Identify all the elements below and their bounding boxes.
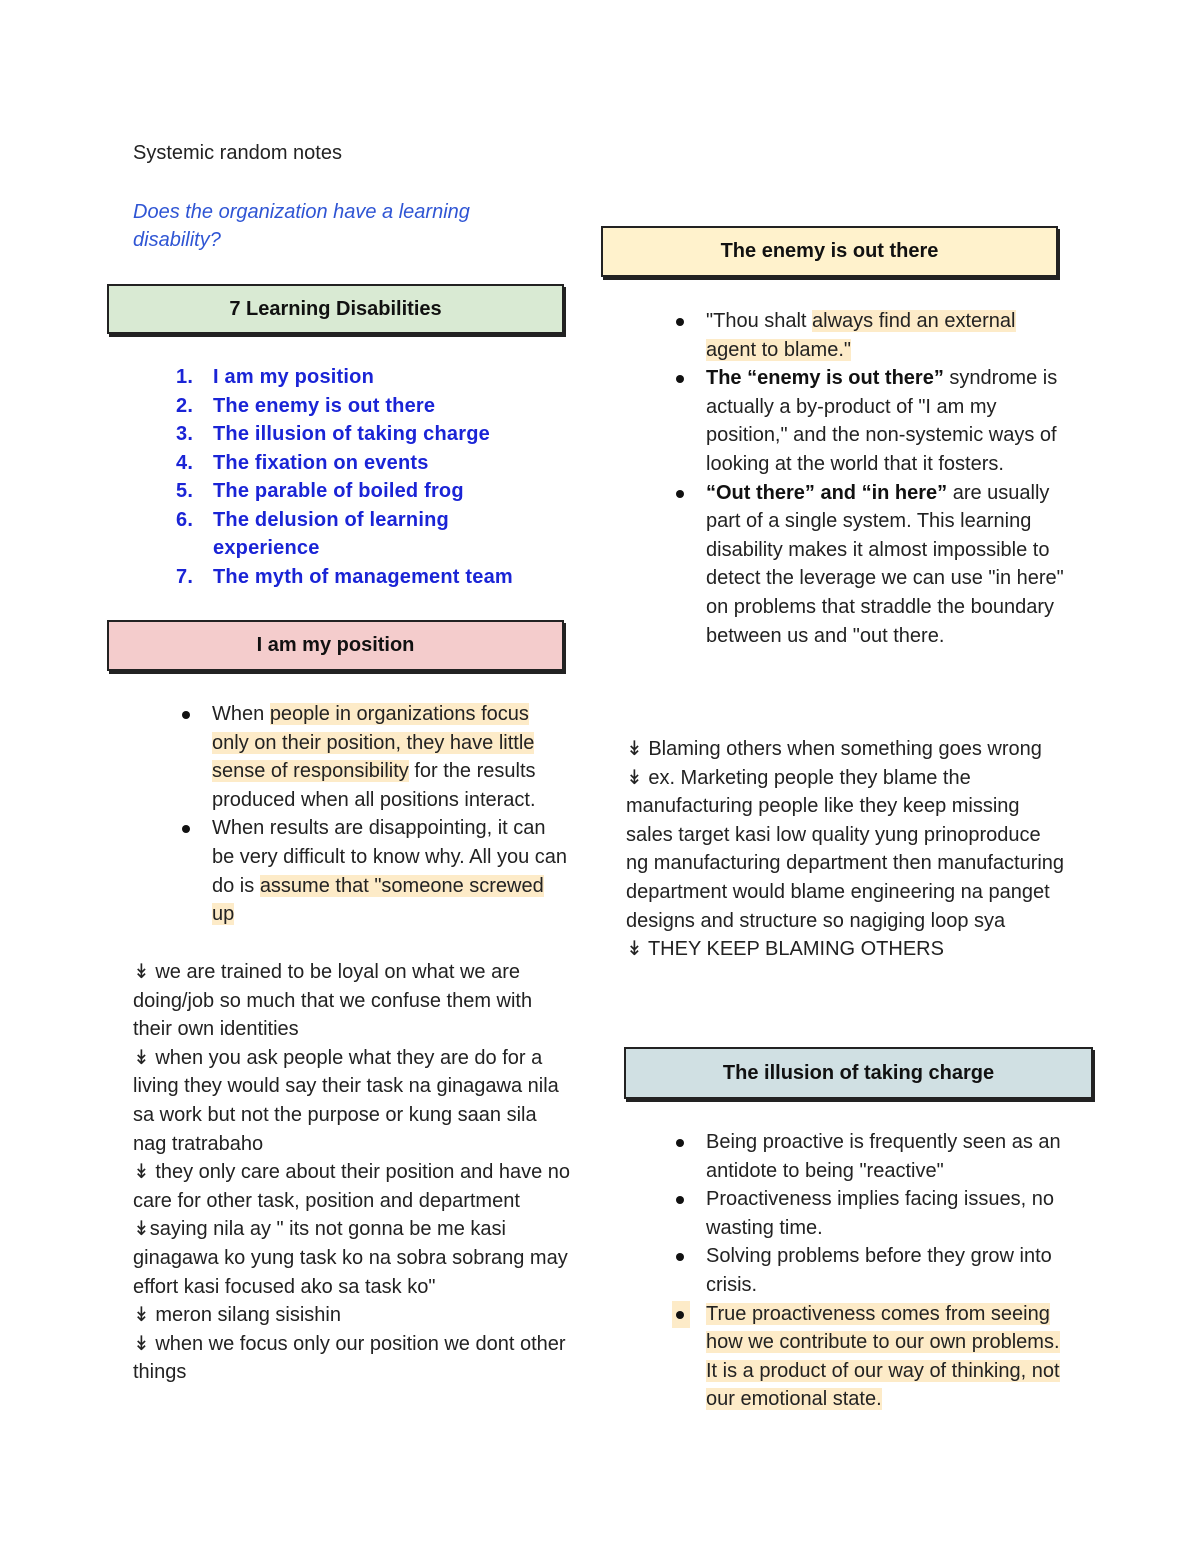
list-item: 7. The myth of management team: [176, 565, 513, 588]
disabilities-list: [176, 363, 556, 591]
bullet-icon: [676, 1253, 684, 1261]
bullet-icon: [676, 1196, 684, 1204]
list-item: Proactiveness implies facing issues, no wasting time.: [672, 1185, 1064, 1242]
list-item: 2. The enemy is out there: [176, 394, 436, 417]
position-heading: I am my position: [256, 634, 415, 656]
position-bullets: [178, 700, 570, 929]
illusion-heading-box: [624, 1047, 1093, 1099]
bullet-icon: [182, 825, 190, 833]
learning-disabilities-heading: 7 Learning Disabilities: [229, 297, 442, 320]
bullet-icon: [676, 318, 684, 326]
bullet-icon: [182, 711, 190, 719]
list-item: True proactiveness comes from seeing how we contribute to our own problems. It is a product of our way of thinking, not our emotional state.: [672, 1300, 1064, 1414]
list-item: Being proactive is frequently seen as an antidote to being "reactive": [672, 1128, 1064, 1185]
enemy-heading-box: [601, 226, 1058, 277]
illusion-bullets: [672, 1128, 1064, 1414]
learning-disabilities-heading-box: [107, 284, 564, 334]
position-heading-box: [107, 620, 564, 671]
list-item: When results are disappointing, it can be very difficult to know why. All you can do is assume that "someone screwed up: [178, 814, 570, 928]
list-item: “Out there” and “in here” are usually part of a single system. This learning disability makes it almost impossible to detect the leverage we can use "in here" on problems that straddle the boundary between us and "out there.: [672, 479, 1064, 651]
illusion-heading: The illusion of taking charge: [722, 1061, 995, 1084]
bullet-icon: [676, 375, 684, 383]
guiding-question: Does the organization have a learning disability?: [133, 201, 470, 251]
list-item: The “enemy is out there” syndrome is actually a by-product of "I am my position," and the non-systemic ways of looking at the world that it fosters.: [672, 364, 1064, 478]
list-item: 6. The delusion of learning experience: [176, 508, 449, 559]
bullet-icon: [676, 490, 684, 498]
enemy-notes: ↡ Blaming others when something goes wrong ↡ ex. Marketing people they blame the manufacturing people like they keep missing sales target kasi low quality yung prinoproduce ng manufacturing department then manufacturing department would blame engineering na panget designs and structure so nagiging loop sya ↡ THEY KEEP BLAMING OTHERS: [626, 738, 1065, 961]
enemy-bullets: [672, 307, 1064, 650]
list-item: "Thou shalt always find an external agent to blame.": [672, 307, 1064, 364]
list-item: Solving problems before they grow into crisis.: [672, 1242, 1064, 1299]
list-item: 5. The parable of boiled frog: [176, 480, 464, 502]
bullet-icon: [676, 1311, 684, 1319]
bullet-icon: [676, 1139, 684, 1147]
document-title: Systemic random notes: [133, 142, 342, 164]
list-item: 1. I am my position: [176, 366, 375, 388]
position-notes: ↡ we are trained to be loyal on what we are doing/job so much that we confuse them with their own identities ↡ when you ask people what they are do for a living they would say their task na ginagawa nila sa work but not the purpose or kung saan sila nag tratrabaho ↡ they only care about their position and have no care for other task, position and department ↡saying nila ay " its not gonna be me kasi ginagawa ko yung task ko na sobra sobrang may effort kasi focused ako sa task ko" ↡ meron silang sisishin ↡ when we focus only our position we dont other things: [133, 961, 571, 1384]
list-item: 4. The fixation on events: [176, 451, 429, 474]
list-item: 3. The illusion of taking charge: [176, 423, 490, 445]
enemy-heading: The enemy is out there: [720, 240, 939, 262]
list-item: When people in organizations focus only on their position, they have little sense of responsibility for the results produced when all positions interact.: [178, 700, 570, 814]
